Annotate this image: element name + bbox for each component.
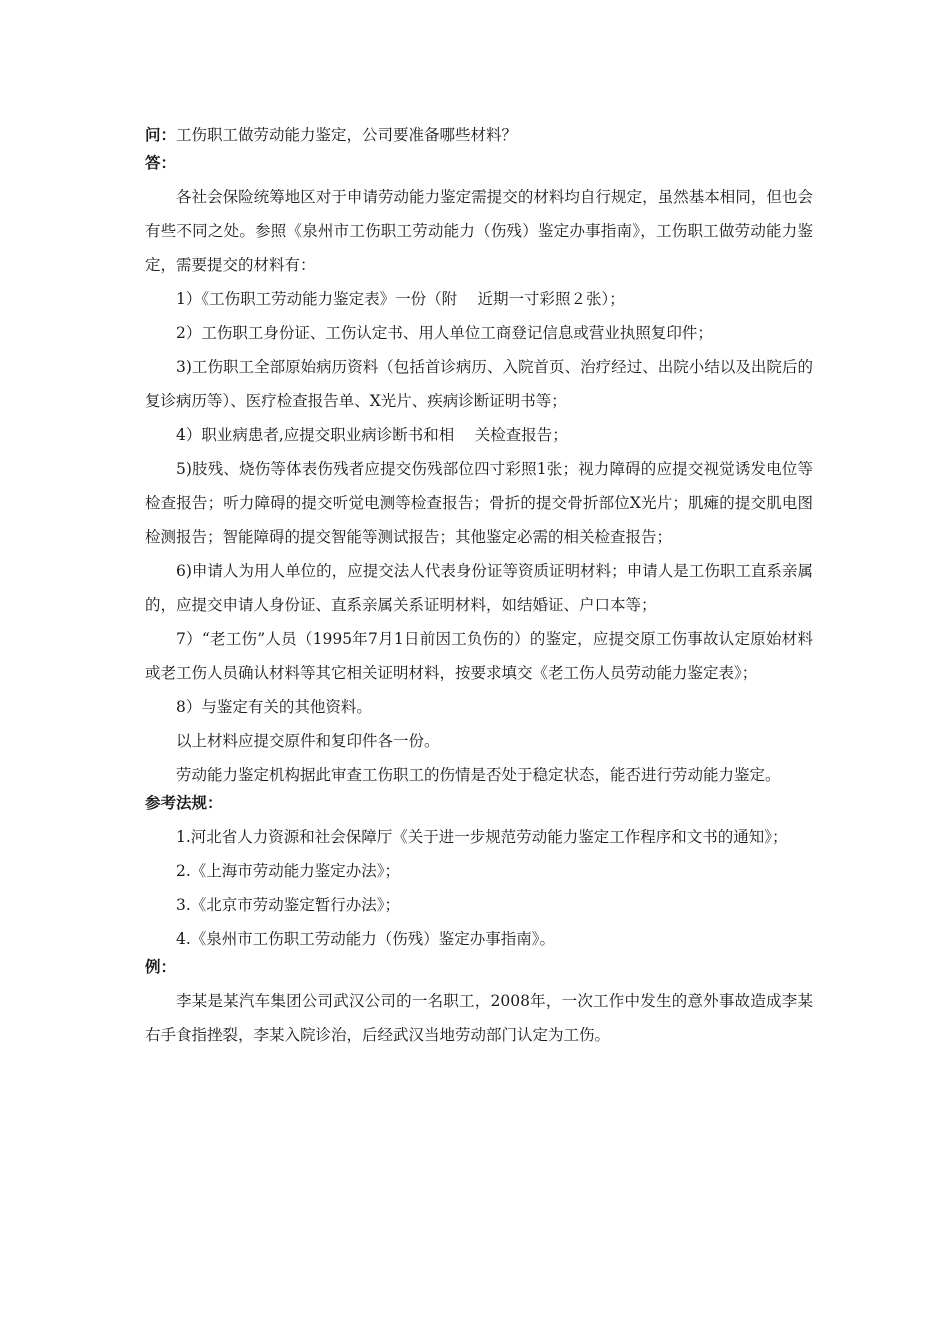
example-paragraph: 李某是某汽车集团公司武汉公司的一名职工，2008年，一次工作中发生的意外事故造成李某右手食指挫裂，李某入院诊治，后经武汉当地劳动部门认定为工伤。 xyxy=(145,992,813,1044)
question-label: 问： xyxy=(145,125,177,144)
reference-item-1: 1.河北省人力资源和社会保障厅《关于进一步规范劳动能力鉴定工作程序和文书的通知》； xyxy=(176,828,788,846)
answer-conclusion: 劳动能力鉴定机构据此审查工伤职工的伤情是否处于稳定状态，能否进行劳动能力鉴定。 xyxy=(176,766,781,784)
answer-item-5: 5)肢残、烧伤等体表伤残者应提交伤残部位四寸彩照1张；视力障碍的应提交视觉诱发电位等检查报告；听力障碍的提交听觉电测等检查报告；骨折的提交骨折部位X光片；肌瘫的提交肌电图检测报告；智能障碍的提交智能等测试报告；其他鉴定必需的相关检查报告； xyxy=(145,460,813,546)
references-label: 参考法规： xyxy=(145,793,223,812)
answer-label: 答： xyxy=(145,153,177,172)
document-body xyxy=(145,124,813,1052)
answer-item-6: 6)申请人为用人单位的，应提交法人代表身份证等资质证明材料；申请人是工伤职工直系亲属的，应提交申请人身份证、直系亲属关系证明材料，如结婚证、户口本等； xyxy=(145,562,813,614)
reference-item-2: 2.《上海市劳动能力鉴定办法》； xyxy=(176,862,401,880)
answer-item-7: 7）“老工伤”人员（1995年7月1日前因工负伤的）的鉴定，应提交原工伤事故认定原始材料或老工伤人员确认材料等其它相关证明材料，按要求填交《老工伤人员劳动能力鉴定表》； xyxy=(145,630,813,682)
example-label: 例： xyxy=(145,957,177,976)
answer-item-8: 8）与鉴定有关的其他资料。 xyxy=(176,698,372,716)
answer-item-2: 2）工伤职工身份证、工伤认定书、用人单位工商登记信息或营业执照复印件； xyxy=(176,324,713,342)
answer-item-3: 3)工伤职工全部原始病历资料（包括首诊病历、入院首页、治疗经过、出院小结以及出院后的复诊病历等）、医疗检查报告单、X光片、疾病诊断证明书等； xyxy=(145,358,813,410)
reference-item-4: 4.《泉州市工伤职工劳动能力（伤残）鉴定办事指南》。 xyxy=(176,930,556,948)
question xyxy=(145,124,813,152)
answer-intro: 各社会保险统筹地区对于申请劳动能力鉴定需提交的材料均自行规定，虽然基本相同，但也会有些不同之处。参照《泉州市工伤职工劳动能力（伤残）鉴定办事指南》，工伤职工做劳动能力鉴定，需要提交的材料有： xyxy=(145,188,813,274)
reference-item-3: 3.《北京市劳动鉴定暂行办法》； xyxy=(176,896,401,914)
answer-item-1: 1）《工伤职工劳动能力鉴定表》一份（附 近期一寸彩照２张）； xyxy=(176,290,625,308)
answer-note: 以上材料应提交原件和复印件各一份。 xyxy=(176,732,440,750)
answer-item-4: 4）职业病患者,应提交职业病诊断书和相 关检查报告； xyxy=(176,426,568,444)
question-text: 工伤职工做劳动能力鉴定，公司要准备哪些材料？ xyxy=(176,126,518,144)
